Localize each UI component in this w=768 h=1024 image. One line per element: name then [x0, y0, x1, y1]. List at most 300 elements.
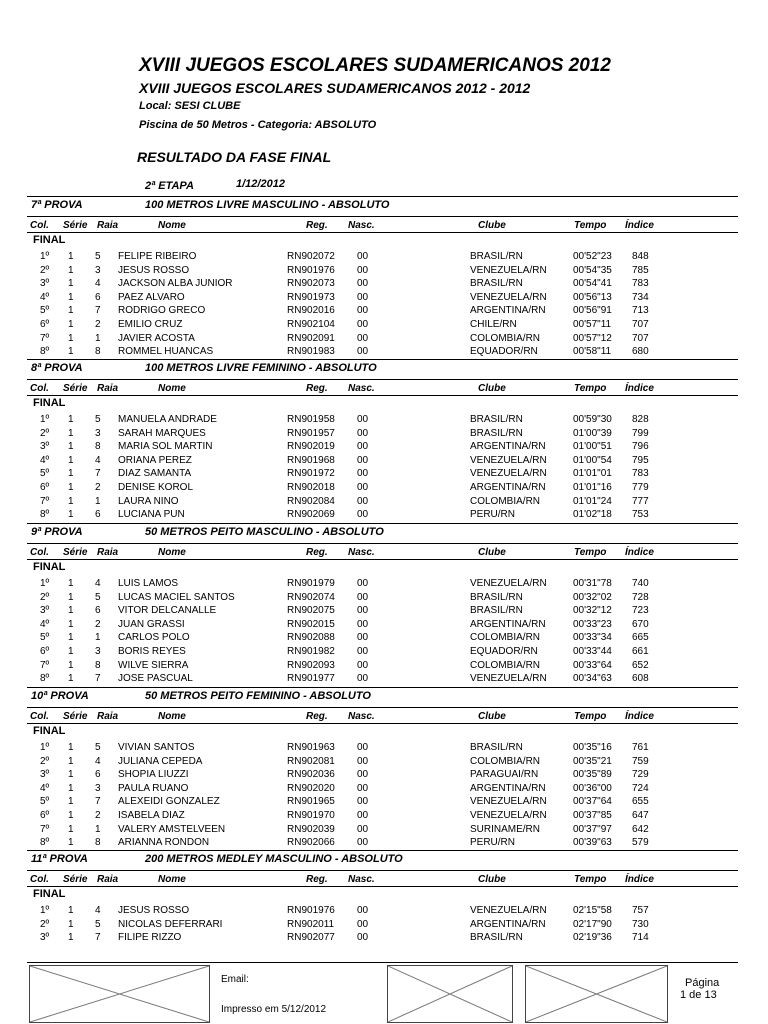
- result-cell-indice: 714: [632, 932, 649, 944]
- result-cell-serie: 1: [68, 291, 74, 303]
- result-cell-col: 6º: [40, 810, 50, 821]
- result-cell-col: 8º: [40, 346, 50, 358]
- placeholder-cross-icon: [526, 966, 667, 1022]
- placeholder-cross-icon: [388, 966, 512, 1022]
- result-cell-col: 2º: [40, 427, 50, 439]
- column-header-indice: Índice: [625, 547, 654, 558]
- result-cell-nasc: 00: [357, 837, 369, 849]
- result-cell-indice: 828: [632, 414, 649, 425]
- result-cell-clube: VENEZUELA/RN: [470, 291, 547, 303]
- result-cell-tempo: 00'33"34: [573, 632, 612, 644]
- column-header-col: Col.: [30, 220, 49, 231]
- result-cell-reg: RN902018: [287, 482, 335, 493]
- result-cell-raia: 7: [95, 305, 101, 317]
- result-cell-raia: 1: [95, 495, 101, 507]
- column-header-clube: Clube: [478, 220, 506, 231]
- event-number: 9ª PROVA: [31, 526, 83, 538]
- result-cell-nasc: 00: [357, 905, 369, 916]
- document-subtitle: XVIII JUEGOS ESCOLARES SUDAMERICANOS 2012 - 2012: [139, 80, 531, 96]
- column-header-indice: Índice: [625, 711, 654, 722]
- result-cell-nasc: 00: [357, 441, 369, 453]
- result-cell-serie: 1: [68, 742, 74, 753]
- result-cell-reg: RN902074: [287, 591, 335, 603]
- result-cell-reg: RN901968: [287, 454, 335, 466]
- result-cell-tempo: 01'01"24: [573, 495, 612, 507]
- result-cell-nome: ISABELA DIAZ: [118, 810, 185, 821]
- result-cell-raia: 6: [95, 605, 101, 617]
- result-cell-indice: 655: [632, 796, 649, 808]
- result-cell-nome: BORIS REYES: [118, 646, 186, 657]
- result-cell-nasc: 00: [357, 305, 369, 317]
- result-cell-indice: 661: [632, 646, 649, 657]
- column-header-col: Col.: [30, 383, 49, 394]
- result-cell-tempo: 00'35"21: [573, 755, 612, 767]
- result-cell-nasc: 00: [357, 482, 369, 493]
- result-cell-nome: JOSE PASCUAL: [118, 673, 193, 685]
- final-label: FINAL: [33, 561, 66, 573]
- stage-date: 1/12/2012: [236, 178, 285, 190]
- event-top-rule: [27, 523, 738, 524]
- result-cell-clube: PERU/RN: [470, 509, 516, 521]
- column-header-raia: Raia: [97, 383, 119, 394]
- result-cell-indice: 777: [632, 495, 649, 507]
- result-cell-indice: 707: [632, 319, 649, 330]
- result-cell-col: 7º: [40, 495, 50, 507]
- result-cell-reg: RN901957: [287, 427, 335, 439]
- result-cell-reg: RN902019: [287, 441, 335, 453]
- result-cell-indice: 608: [632, 673, 649, 685]
- column-header-clube: Clube: [478, 547, 506, 558]
- result-cell-reg: RN901958: [287, 414, 335, 425]
- result-cell-nasc: 00: [357, 810, 369, 821]
- result-cell-indice: 713: [632, 305, 649, 317]
- venue-label: Local: SESI CLUBE: [139, 100, 241, 112]
- footer-logo-placeholder-left: [29, 965, 210, 1023]
- result-cell-col: 8º: [40, 673, 50, 685]
- result-cell-nome: SARAH MARQUES: [118, 427, 206, 439]
- result-cell-reg: RN902077: [287, 932, 335, 944]
- column-header-indice: Índice: [625, 220, 654, 231]
- result-cell-nasc: 00: [357, 509, 369, 521]
- result-cell-reg: RN902081: [287, 755, 335, 767]
- result-cell-clube: ARGENTINA/RN: [470, 482, 546, 493]
- result-cell-col: 1º: [40, 578, 50, 589]
- result-cell-serie: 1: [68, 810, 74, 821]
- result-cell-raia: 3: [95, 646, 101, 657]
- result-cell-indice: 652: [632, 659, 649, 671]
- event-title: 200 METROS MEDLEY MASCULINO - ABSOLUTO: [145, 853, 403, 865]
- result-cell-tempo: 00'33"23: [573, 618, 612, 630]
- result-cell-reg: RN902104: [287, 319, 335, 330]
- result-cell-reg: RN902069: [287, 509, 335, 521]
- result-cell-raia: 7: [95, 932, 101, 944]
- result-cell-nasc: 00: [357, 346, 369, 358]
- result-cell-col: 8º: [40, 837, 50, 849]
- column-header-col: Col.: [30, 547, 49, 558]
- result-cell-raia: 6: [95, 291, 101, 303]
- result-cell-indice: 734: [632, 291, 649, 303]
- result-cell-serie: 1: [68, 782, 74, 794]
- result-cell-raia: 1: [95, 332, 101, 344]
- result-cell-tempo: 00'52"23: [573, 251, 612, 262]
- result-cell-reg: RN901972: [287, 468, 335, 480]
- result-cell-indice: 740: [632, 578, 649, 589]
- column-header-nome: Nome: [158, 874, 186, 885]
- result-cell-reg: RN901970: [287, 810, 335, 821]
- final-label: FINAL: [33, 725, 66, 737]
- result-cell-nome: ORIANA PEREZ: [118, 454, 192, 466]
- result-cell-nasc: 00: [357, 264, 369, 276]
- result-cell-raia: 4: [95, 905, 101, 916]
- result-cell-indice: 729: [632, 769, 649, 781]
- pool-category-label: Piscina de 50 Metros - Categoria: ABSOLUTO: [139, 119, 377, 131]
- result-cell-raia: 6: [95, 769, 101, 781]
- result-cell-nome: JUAN GRASSI: [118, 618, 185, 630]
- column-header-nasc: Nasc.: [348, 711, 375, 722]
- result-cell-indice: 724: [632, 782, 649, 794]
- column-header-nasc: Nasc.: [348, 547, 375, 558]
- column-header-nome: Nome: [158, 711, 186, 722]
- result-cell-col: 6º: [40, 319, 50, 330]
- column-header-clube: Clube: [478, 383, 506, 394]
- result-cell-nome: JULIANA CEPEDA: [118, 755, 203, 767]
- column-header-rule: [27, 216, 738, 217]
- result-cell-tempo: 00'37"85: [573, 810, 612, 821]
- result-cell-indice: 665: [632, 632, 649, 644]
- result-cell-nome: JESUS ROSSO: [118, 264, 190, 276]
- result-cell-reg: RN902093: [287, 659, 335, 671]
- result-cell-col: 3º: [40, 278, 50, 290]
- result-cell-serie: 1: [68, 673, 74, 685]
- result-cell-nasc: 00: [357, 332, 369, 344]
- event-top-rule: [27, 687, 738, 688]
- result-cell-tempo: 00'59"30: [573, 414, 612, 425]
- column-header-bottom-rule: [27, 232, 738, 233]
- result-cell-indice: 779: [632, 482, 649, 493]
- result-cell-reg: RN901983: [287, 346, 335, 358]
- result-cell-clube: BRASIL/RN: [470, 591, 523, 603]
- result-cell-nasc: 00: [357, 291, 369, 303]
- result-cell-clube: CHILE/RN: [470, 319, 517, 330]
- result-cell-serie: 1: [68, 646, 74, 657]
- result-cell-nome: NICOLAS DEFERRARI: [118, 918, 223, 930]
- result-cell-nasc: 00: [357, 742, 369, 753]
- result-cell-indice: 783: [632, 278, 649, 290]
- result-cell-serie: 1: [68, 454, 74, 466]
- result-cell-raia: 3: [95, 427, 101, 439]
- result-cell-col: 3º: [40, 441, 50, 453]
- result-cell-clube: ARGENTINA/RN: [470, 782, 546, 794]
- column-header-tempo: Tempo: [574, 383, 607, 394]
- result-cell-indice: 799: [632, 427, 649, 439]
- result-cell-col: 3º: [40, 605, 50, 617]
- result-cell-clube: BRASIL/RN: [470, 932, 523, 944]
- result-cell-nome: MANUELA ANDRADE: [118, 414, 217, 425]
- final-label: FINAL: [33, 234, 66, 246]
- result-cell-reg: RN902020: [287, 782, 335, 794]
- result-cell-indice: 757: [632, 905, 649, 916]
- result-cell-raia: 2: [95, 810, 101, 821]
- result-cell-nome: VITOR DELCANALLE: [118, 605, 217, 617]
- result-cell-col: 3º: [40, 769, 50, 781]
- result-cell-reg: RN901976: [287, 905, 335, 916]
- result-cell-nome: JACKSON ALBA JUNIOR: [118, 278, 233, 290]
- result-cell-reg: RN902039: [287, 823, 335, 835]
- result-cell-indice: 579: [632, 837, 649, 849]
- column-header-serie: Série: [63, 547, 88, 558]
- result-cell-clube: BRASIL/RN: [470, 427, 523, 439]
- result-cell-nasc: 00: [357, 769, 369, 781]
- result-cell-nome: JAVIER ACOSTA: [118, 332, 195, 344]
- result-cell-tempo: 00'58"11: [573, 346, 612, 358]
- result-cell-indice: 730: [632, 918, 649, 930]
- page-count: 1 de 13: [680, 989, 717, 1001]
- result-cell-raia: 6: [95, 509, 101, 521]
- result-cell-reg: RN901982: [287, 646, 335, 657]
- column-header-bottom-rule: [27, 395, 738, 396]
- result-cell-reg: RN902011: [287, 918, 335, 930]
- result-cell-nasc: 00: [357, 755, 369, 767]
- result-cell-nasc: 00: [357, 495, 369, 507]
- result-cell-tempo: 00'32"12: [573, 605, 612, 617]
- event-number: 7ª PROVA: [31, 199, 83, 211]
- event-top-rule: [27, 359, 738, 360]
- result-cell-raia: 3: [95, 264, 101, 276]
- result-cell-nasc: 00: [357, 278, 369, 290]
- result-cell-reg: RN902066: [287, 837, 335, 849]
- result-cell-tempo: 00'56"91: [573, 305, 612, 317]
- column-header-nasc: Nasc.: [348, 874, 375, 885]
- result-cell-nasc: 00: [357, 632, 369, 644]
- result-cell-reg: RN901973: [287, 291, 335, 303]
- result-cell-serie: 1: [68, 618, 74, 630]
- result-cell-indice: 670: [632, 618, 649, 630]
- result-cell-nasc: 00: [357, 646, 369, 657]
- result-cell-nome: RODRIGO GRECO: [118, 305, 206, 317]
- result-cell-reg: RN901976: [287, 264, 335, 276]
- result-cell-indice: 848: [632, 251, 649, 262]
- result-cell-nasc: 00: [357, 454, 369, 466]
- event-number: 10ª PROVA: [31, 690, 89, 702]
- result-cell-clube: BRASIL/RN: [470, 251, 523, 262]
- result-cell-clube: VENEZUELA/RN: [470, 673, 547, 685]
- result-cell-tempo: 01'02"18: [573, 509, 612, 521]
- result-cell-nome: VALERY AMSTELVEEN: [118, 823, 226, 835]
- result-cell-serie: 1: [68, 755, 74, 767]
- result-cell-nome: PAEZ ALVARO: [118, 291, 185, 303]
- result-cell-clube: COLOMBIA/RN: [470, 495, 541, 507]
- result-cell-nasc: 00: [357, 918, 369, 930]
- result-cell-nasc: 00: [357, 319, 369, 330]
- result-cell-nasc: 00: [357, 618, 369, 630]
- column-header-nome: Nome: [158, 220, 186, 231]
- result-cell-raia: 5: [95, 742, 101, 753]
- result-cell-nome: LUIS LAMOS: [118, 578, 179, 589]
- result-cell-reg: RN902075: [287, 605, 335, 617]
- result-cell-clube: COLOMBIA/RN: [470, 755, 541, 767]
- result-cell-col: 5º: [40, 796, 50, 808]
- result-cell-serie: 1: [68, 823, 74, 835]
- result-cell-col: 6º: [40, 646, 50, 657]
- result-cell-serie: 1: [68, 414, 74, 425]
- result-cell-raia: 2: [95, 482, 101, 493]
- result-cell-col: 3º: [40, 932, 50, 944]
- result-cell-clube: COLOMBIA/RN: [470, 332, 541, 344]
- result-cell-col: 2º: [40, 264, 50, 276]
- result-cell-tempo: 00'37"64: [573, 796, 612, 808]
- result-cell-serie: 1: [68, 305, 74, 317]
- result-cell-clube: BRASIL/RN: [470, 278, 523, 290]
- result-cell-reg: RN902072: [287, 251, 335, 262]
- result-cell-raia: 8: [95, 441, 101, 453]
- result-cell-clube: BRASIL/RN: [470, 605, 523, 617]
- result-cell-nome: ARIANNA RONDON: [118, 837, 210, 849]
- result-cell-tempo: 00'36"00: [573, 782, 612, 794]
- result-cell-reg: RN902091: [287, 332, 335, 344]
- column-header-reg: Reg.: [306, 711, 328, 722]
- result-cell-nasc: 00: [357, 427, 369, 439]
- column-header-rule: [27, 707, 738, 708]
- result-cell-tempo: 00'35"16: [573, 742, 612, 753]
- column-header-reg: Reg.: [306, 220, 328, 231]
- event-title: 100 METROS LIVRE MASCULINO - ABSOLUTO: [145, 199, 390, 211]
- result-cell-tempo: 01'00"51: [573, 441, 612, 453]
- result-cell-nome: JESUS ROSSO: [118, 905, 190, 916]
- result-cell-nome: LUCIANA PUN: [118, 509, 185, 521]
- result-cell-clube: SURINAME/RN: [470, 823, 541, 835]
- result-cell-indice: 707: [632, 332, 649, 344]
- event-top-rule: [27, 850, 738, 851]
- result-cell-col: 1º: [40, 742, 50, 753]
- result-cell-col: 4º: [40, 782, 50, 794]
- result-cell-serie: 1: [68, 918, 74, 930]
- result-cell-indice: 795: [632, 454, 649, 466]
- result-cell-indice: 728: [632, 591, 649, 603]
- result-cell-reg: RN902016: [287, 305, 335, 317]
- result-cell-nome: MARIA SOL MARTIN: [118, 441, 213, 453]
- result-cell-col: 2º: [40, 755, 50, 767]
- result-cell-col: 1º: [40, 414, 50, 425]
- column-header-tempo: Tempo: [574, 874, 607, 885]
- result-cell-reg: RN901965: [287, 796, 335, 808]
- result-cell-col: 5º: [40, 305, 50, 317]
- result-cell-nasc: 00: [357, 591, 369, 603]
- result-cell-nasc: 00: [357, 605, 369, 617]
- result-cell-serie: 1: [68, 796, 74, 808]
- result-cell-reg: RN901963: [287, 742, 335, 753]
- column-header-serie: Série: [63, 220, 88, 231]
- result-cell-nome: PAULA RUANO: [118, 782, 189, 794]
- result-cell-nasc: 00: [357, 578, 369, 589]
- column-header-reg: Reg.: [306, 547, 328, 558]
- result-cell-serie: 1: [68, 769, 74, 781]
- result-cell-tempo: 02'19"36: [573, 932, 612, 944]
- result-cell-clube: ARGENTINA/RN: [470, 618, 546, 630]
- result-cell-nasc: 00: [357, 932, 369, 944]
- result-cell-col: 4º: [40, 618, 50, 630]
- result-cell-nome: SHOPIA LIUZZI: [118, 769, 189, 781]
- result-cell-clube: VENEZUELA/RN: [470, 454, 547, 466]
- result-cell-nome: VIVIAN SANTOS: [118, 742, 195, 753]
- result-cell-tempo: 02'17"90: [573, 918, 612, 930]
- result-cell-nasc: 00: [357, 468, 369, 480]
- result-cell-tempo: 02'15"58: [573, 905, 612, 916]
- column-header-nasc: Nasc.: [348, 220, 375, 231]
- result-cell-indice: 761: [632, 742, 649, 753]
- result-cell-nome: ROMMEL HUANCAS: [118, 346, 214, 358]
- result-cell-clube: PARAGUAI/RN: [470, 769, 539, 781]
- result-cell-indice: 759: [632, 755, 649, 767]
- result-cell-col: 4º: [40, 454, 50, 466]
- footer-divider: [27, 962, 738, 963]
- result-cell-indice: 796: [632, 441, 649, 453]
- result-title: RESULTADO DA FASE FINAL: [137, 149, 332, 165]
- result-cell-tempo: 00'54"35: [573, 264, 612, 276]
- result-cell-raia: 1: [95, 823, 101, 835]
- footer-logo-placeholder-middle: [387, 965, 513, 1023]
- result-cell-col: 6º: [40, 482, 50, 493]
- column-header-nasc: Nasc.: [348, 383, 375, 394]
- result-cell-clube: EQUADOR/RN: [470, 646, 538, 657]
- result-cell-serie: 1: [68, 468, 74, 480]
- event-number: 8ª PROVA: [31, 362, 83, 374]
- column-header-serie: Série: [63, 711, 88, 722]
- result-cell-clube: VENEZUELA/RN: [470, 264, 547, 276]
- result-cell-clube: ARGENTINA/RN: [470, 305, 546, 317]
- result-cell-serie: 1: [68, 332, 74, 344]
- result-cell-raia: 8: [95, 659, 101, 671]
- result-cell-clube: ARGENTINA/RN: [470, 918, 546, 930]
- result-cell-serie: 1: [68, 441, 74, 453]
- column-header-col: Col.: [30, 711, 49, 722]
- result-cell-clube: VENEZUELA/RN: [470, 905, 547, 916]
- result-cell-raia: 2: [95, 618, 101, 630]
- result-cell-reg: RN902088: [287, 632, 335, 644]
- result-cell-clube: COLOMBIA/RN: [470, 632, 541, 644]
- column-header-tempo: Tempo: [574, 220, 607, 231]
- column-header-clube: Clube: [478, 711, 506, 722]
- column-header-raia: Raia: [97, 711, 119, 722]
- result-cell-tempo: 00'54"41: [573, 278, 612, 290]
- result-cell-col: 1º: [40, 905, 50, 916]
- result-cell-serie: 1: [68, 427, 74, 439]
- result-cell-raia: 4: [95, 454, 101, 466]
- result-cell-indice: 785: [632, 264, 649, 276]
- result-cell-raia: 5: [95, 414, 101, 425]
- result-cell-nome: CARLOS POLO: [118, 632, 190, 644]
- result-cell-serie: 1: [68, 605, 74, 617]
- result-cell-clube: VENEZUELA/RN: [470, 810, 547, 821]
- result-cell-indice: 723: [632, 605, 649, 617]
- result-cell-reg: RN902084: [287, 495, 335, 507]
- column-header-bottom-rule: [27, 723, 738, 724]
- column-header-indice: Índice: [625, 874, 654, 885]
- result-cell-nome: ALEXEIDI GONZALEZ: [118, 796, 220, 808]
- result-cell-serie: 1: [68, 264, 74, 276]
- result-cell-raia: 4: [95, 755, 101, 767]
- column-header-raia: Raia: [97, 874, 119, 885]
- event-title: 50 METROS PEITO FEMININO - ABSOLUTO: [145, 690, 371, 702]
- result-cell-tempo: 00'56"13: [573, 291, 612, 303]
- footer-email-label: Email:: [221, 974, 249, 985]
- result-cell-tempo: 00'33"44: [573, 646, 612, 657]
- result-cell-tempo: 00'39"63: [573, 837, 612, 849]
- result-cell-serie: 1: [68, 278, 74, 290]
- result-cell-raia: 8: [95, 346, 101, 358]
- result-cell-clube: PERU/RN: [470, 837, 516, 849]
- event-top-rule: [27, 196, 738, 197]
- column-header-nome: Nome: [158, 383, 186, 394]
